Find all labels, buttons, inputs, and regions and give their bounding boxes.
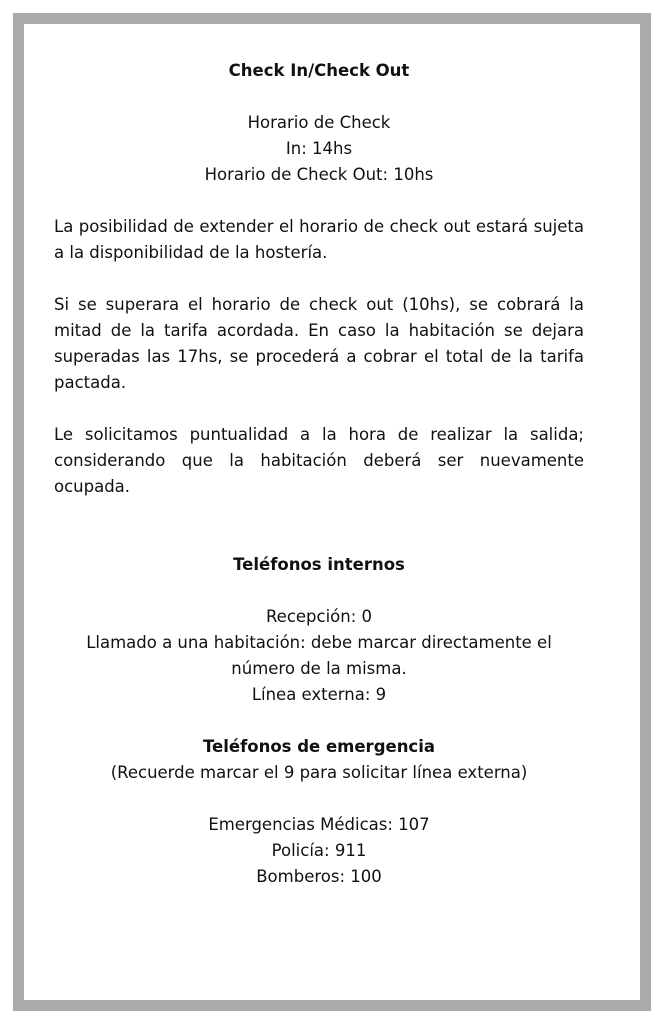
checkin-schedule-line-1: Horario de Check <box>247 113 391 132</box>
emergency-note: (Recuerde marcar el 9 para solicitar línea externa) <box>110 763 528 782</box>
punctuality-paragraph: Le solicitamos puntualidad a la hora de realizar la salida; considerando que la habitación deberá ser nuevamente ocupada. <box>54 425 584 496</box>
internal-phones-title: Teléfonos internos <box>233 555 405 574</box>
police-phone: Policía: 911 <box>271 841 367 860</box>
document-body <box>54 58 584 890</box>
medical-emergency-phone: Emergencias Médicas: 107 <box>208 815 430 834</box>
room-call-instructions: Llamado a una habitación: debe marcar directamente el número de la misma. <box>86 633 552 678</box>
checkout-schedule-line: Horario de Check Out: 10hs <box>204 165 434 184</box>
extension-paragraph: La posibilidad de extender el horario de check out estará sujeta a la disponibilidad de la hostería. <box>54 217 584 262</box>
reception-phone: Recepción: 0 <box>265 607 373 626</box>
late-checkout-paragraph: Si se superara el horario de check out (10hs), se cobrará la mitad de la tarifa acordada. En caso la habitación se dejara superadas las 17hs, se procederá a cobrar el total de la tarifa pactada. <box>54 295 584 392</box>
checkin-schedule-line-2: In: 14hs <box>285 139 353 158</box>
checkin-title: Check In/Check Out <box>228 61 410 80</box>
emergency-phones-title: Teléfonos de emergencia <box>202 737 436 756</box>
firefighters-phone: Bomberos: 100 <box>256 867 382 886</box>
external-line-phone: Línea externa: 9 <box>251 685 387 704</box>
